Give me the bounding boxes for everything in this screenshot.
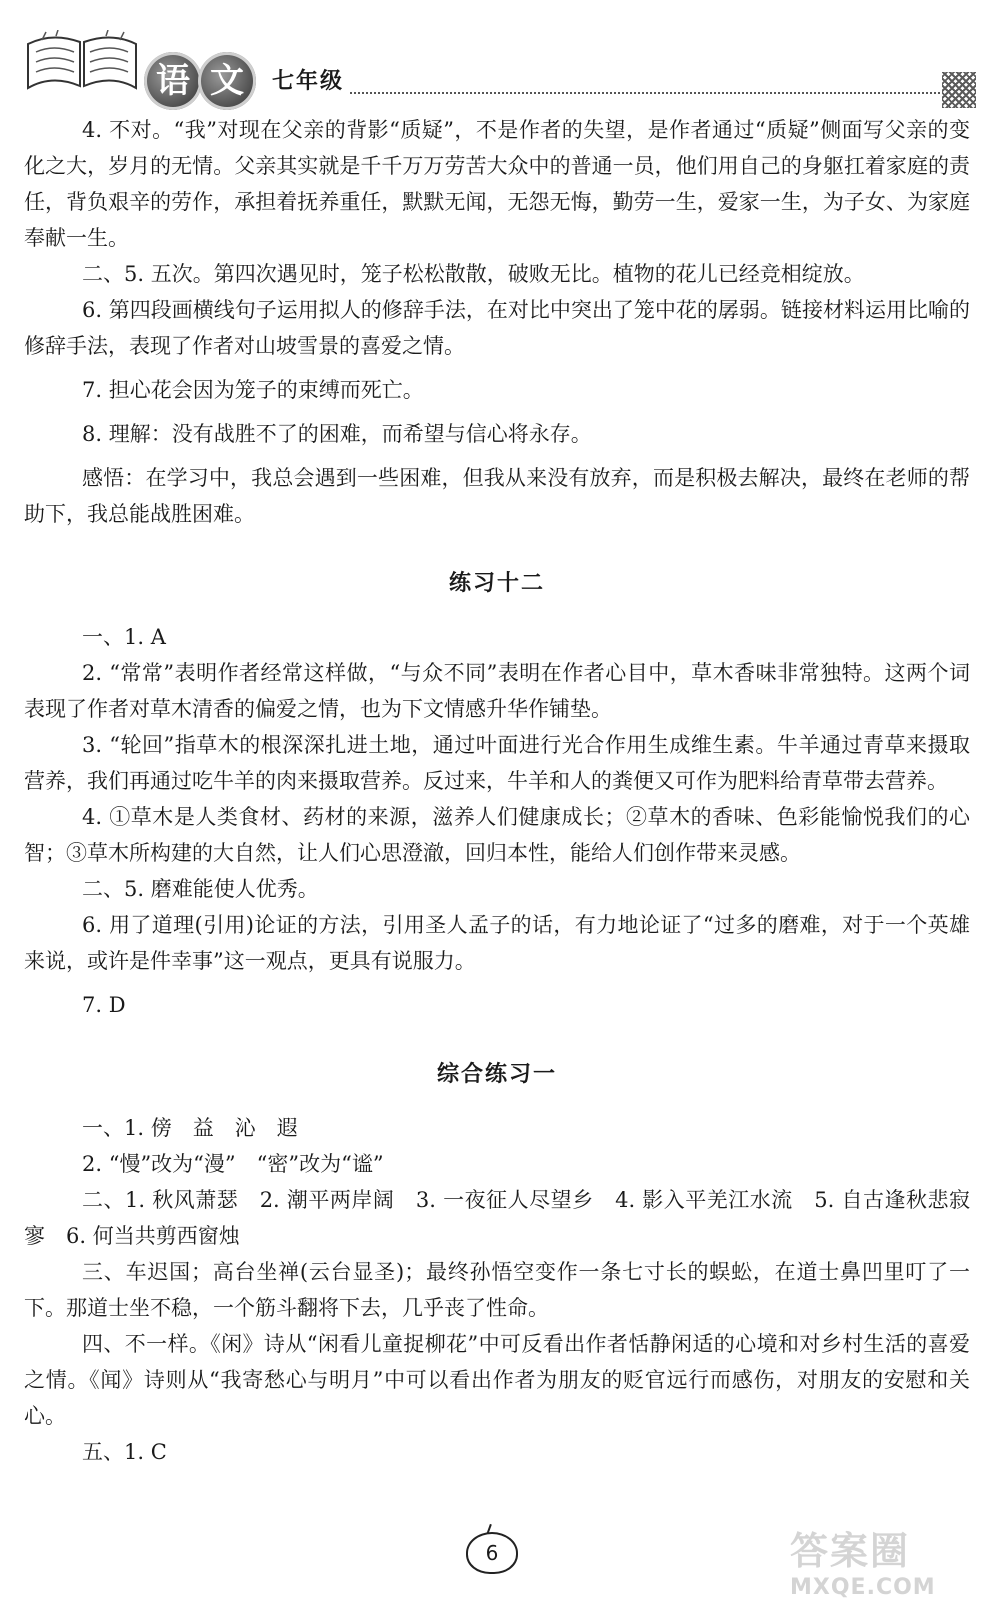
answer-paragraph: 三、车迟国；高台坐禅(云台显圣)；最终孙悟空变作一条七寸长的蜈蚣，在道士鼻凹里叮了一下。那道士坐不稳，一个筋斗翻将下去，几乎丧了性命。 <box>24 1260 970 1320</box>
answer-paragraph: 3. “轮回”指草木的根深深扎进土地，通过叶面进行光合作用生成维生素。牛羊通过青草来摄取营养，我们再通过吃牛羊的肉来摄取营养。反过来，牛羊和人的粪便又可作为肥料给青草带去营养。 <box>24 733 970 793</box>
answer-paragraph: 感悟：在学习中，我总会遇到一些困难，但我从来没有放弃，而是积极去解决，最终在老师的帮助下，我总能战胜困难。 <box>24 466 970 526</box>
grade-label: 七年级 <box>272 68 345 94</box>
answer-paragraph: 二、5. 磨难能使人优秀。 <box>82 877 319 901</box>
header-divider <box>350 92 940 94</box>
open-book-icon <box>22 30 142 94</box>
watermark-logo <box>790 1520 980 1600</box>
answer-paragraph: 4. ①草木是人类食材、药材的来源，滋养人们健康成长；②草木的香味、色彩能愉悦我们的心智；③草木所构建的大自然，让人们心思澄澈，回归本性，能给人们创作带来灵感。 <box>24 805 970 865</box>
page-number: 6 <box>466 1532 518 1574</box>
answer-paragraph: 2. “慢”改为“漫” “密”改为“谧” <box>82 1152 384 1176</box>
answer-paragraph: 8. 理解：没有战胜不了的困难，而希望与信心将永存。 <box>82 422 592 446</box>
corner-pattern-icon <box>942 72 976 108</box>
watermark-url: MXQE.COM <box>790 1575 936 1600</box>
answer-paragraph: 一、1. 傍 益 沁 遐 <box>82 1116 298 1140</box>
subject-badge-yu: 语 <box>144 52 202 110</box>
watermark-text: 答案圈 <box>790 1529 911 1573</box>
section-title: 综合练习一 <box>436 1062 557 1087</box>
answer-paragraph: 二、1. 秋风萧瑟 2. 潮平两岸阔 3. 一夜征人尽望乡 4. 影入平羌江水流 5. 自古逢秋悲寂寥 6. 何当共剪西窗烛 <box>24 1188 970 1248</box>
section-title: 练习十二 <box>448 571 545 596</box>
subject-badge-wen: 文 <box>198 52 256 110</box>
answer-paragraph: 一、1. A <box>82 625 166 649</box>
answer-paragraph: 二、5. 五次。第四次遇见时，笼子松松散散，破败无比。植物的花儿已经竞相绽放。 <box>82 262 865 286</box>
answer-paragraph: 2. “常常”表明作者经常这样做，“与众不同”表明在作者心目中，草木香味非常独特。这两个词表现了作者对草木清香的偏爱之情，也为下文情感升华作铺垫。 <box>24 661 970 721</box>
page-header <box>0 0 996 110</box>
answer-paragraph: 4. 不对。“我”对现在父亲的背影“质疑”，不是作者的失望，是作者通过“质疑”侧面写父亲的变化之大，岁月的无情。父亲其实就是千千万万劳苦大众中的普通一员，他们用自己的身躯扛着家庭的责任，背负艰辛的劳作，承担着抚养重任，默默无闻，无怨无悔，勤劳一生，爱家一生，为子女、为家庭奉献一生。 <box>24 118 970 250</box>
answer-paragraph: 6. 第四段画横线句子运用拟人的修辞手法，在对比中突出了笼中花的孱弱。链接材料运用比喻的修辞手法，表现了作者对山坡雪景的喜爱之情。 <box>24 298 970 358</box>
answer-paragraph: 五、1. C <box>82 1440 167 1464</box>
answer-paragraph: 7. D <box>82 993 126 1017</box>
answer-paragraph: 四、不一样。《闲》诗从“闲看儿童捉柳花”中可反看出作者恬静闲适的心境和对乡村生活的喜爱之情。《闻》诗则从“我寄愁心与明月”中可以看出作者为朋友的贬官远行而感伤，对朋友的安慰和关心。 <box>24 1332 970 1428</box>
answer-paragraph: 6. 用了道理(引用)论证的方法，引用圣人孟子的话，有力地论证了“过多的磨难，对于一个英雄来说，或许是件幸事”这一观点，更具有说服力。 <box>24 913 970 973</box>
answer-content <box>24 112 970 1470</box>
answer-paragraph: 7. 担心花会因为笼子的束缚而死亡。 <box>82 378 424 402</box>
